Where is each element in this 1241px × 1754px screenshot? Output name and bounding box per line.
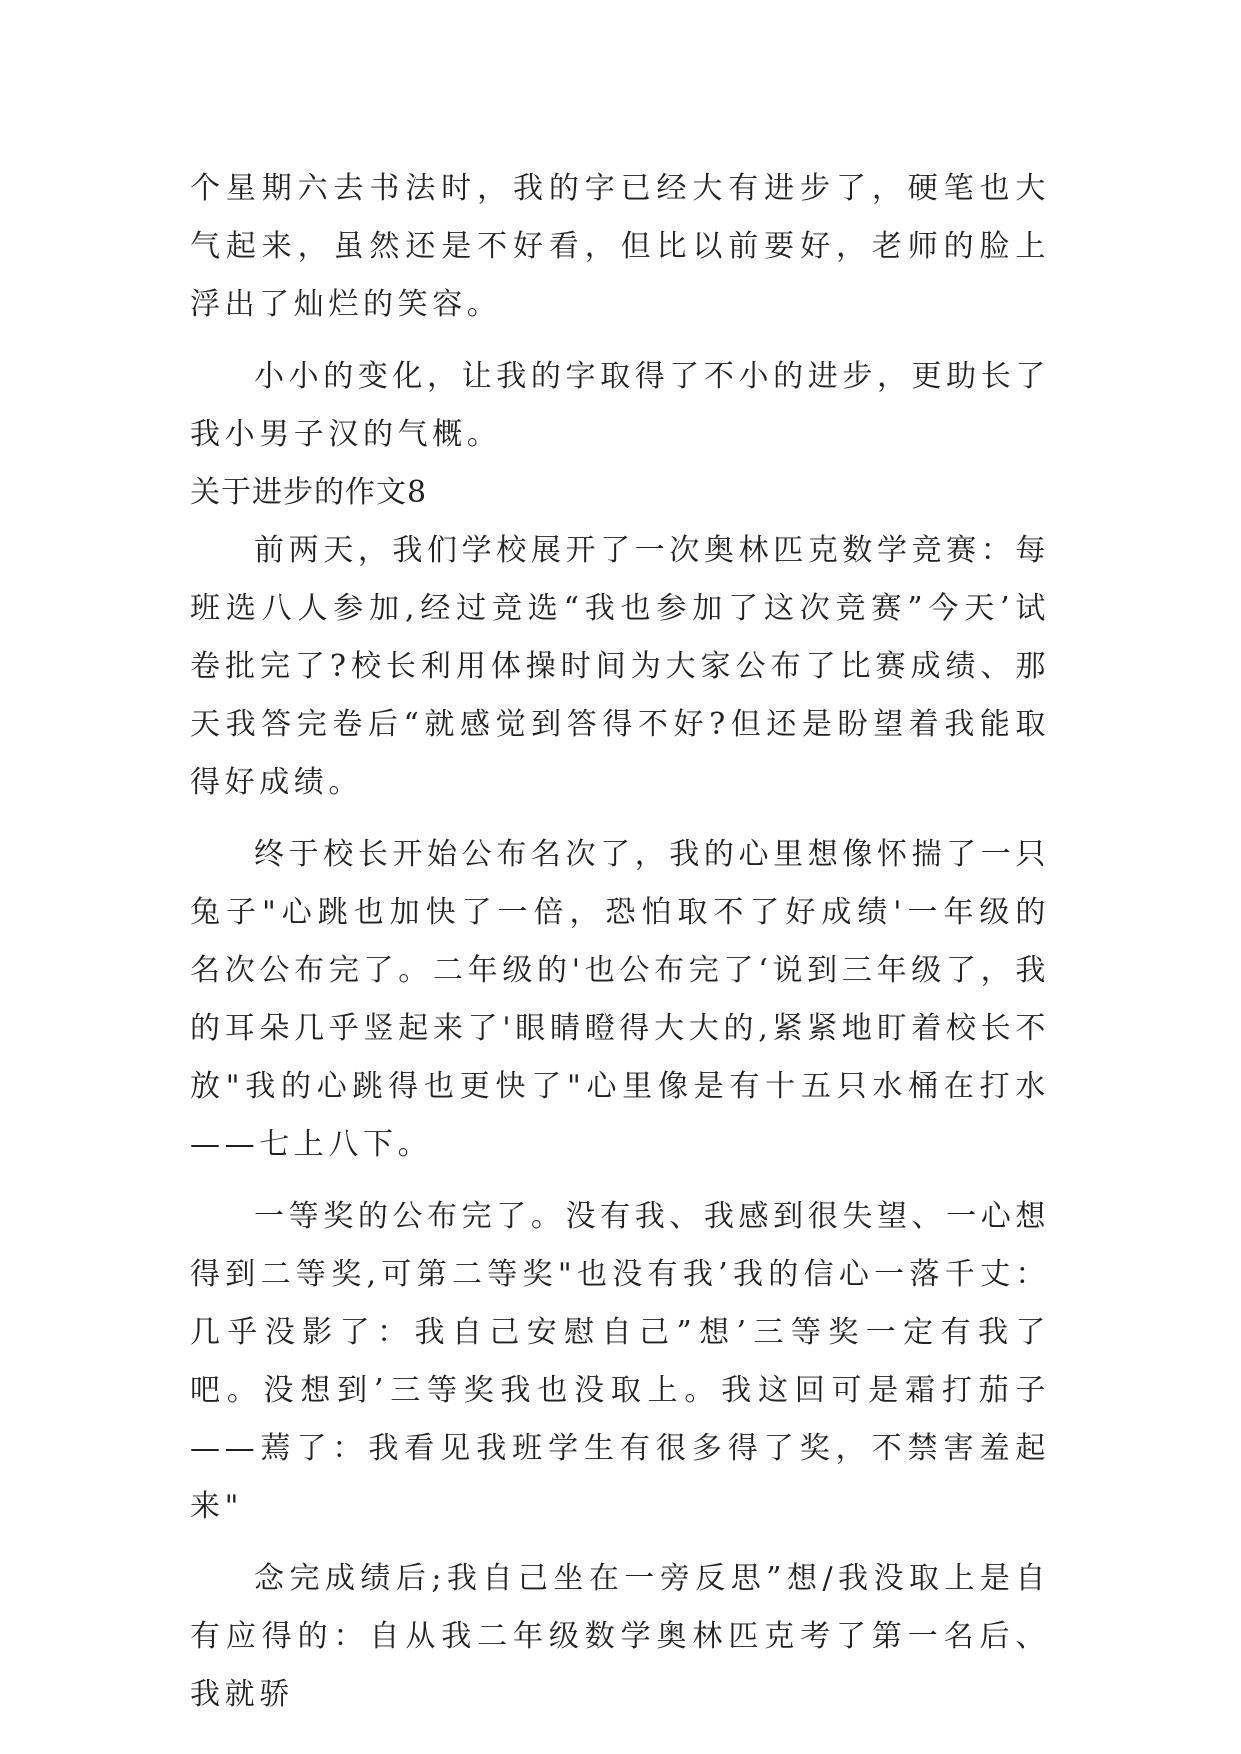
paragraph-reflection: 念完成绩后;我自己坐在一旁反思”想/我没取上是自有应得的：自从我二年级数学奥林匹克考了第一名后、我就骄 xyxy=(190,1561,1050,1712)
document-body xyxy=(190,160,1050,1724)
paragraph-no-prize: 一等奖的公布完了。没有我、我感到很失望、一心想得到二等奖,可第二等奖"也没有我’我的信心一落千丈：几乎没影了：我自己安慰自己”想’三等奖一定有我了吧。没想到’三等奖我也没取上。我这回可是霜打茄子——蔫了：我看见我班学生有很多得了奖，不禁害羞起来" xyxy=(190,1199,1050,1524)
paragraph-math-competition: 前两天，我们学校展开了一次奥林匹克数学竞赛：每班选八人参加,经过竞选“我也参加了这次竞赛”今天’试卷批完了?校长利用体操时间为大家公布了比赛成绩、那天我答完卷后“就感觉到答得不好?但还是盼望着我能取得好成绩。 xyxy=(190,533,1050,800)
paragraph-calligraphy-progress: 个星期六去书法时，我的字已经大有进步了，硬笔也大气起来，虽然还是不好看，但比以前要好，老师的脸上浮出了灿烂的笑容。 xyxy=(190,171,1050,322)
paragraph-announcement: 终于校长开始公布名次了，我的心里想像怀揣了一只兔子"心跳也加快了一倍，恐怕取不了好成绩'一年级的名次公布完了。二年级的'也公布完了‘说到三年级了，我的耳朵几乎竖起来了'眼睛瞪得大大的,紧紧地盯着校长不放"我的心跳得也更快了"心里像是有十五只水桶在打水——七上八下。 xyxy=(190,837,1050,1162)
section-heading: 关于进步的作文8 xyxy=(190,475,428,510)
paragraph-small-change: 小小的变化，让我的字取得了不小的进步，更助长了我小男子汉的气概。 xyxy=(190,359,1050,452)
